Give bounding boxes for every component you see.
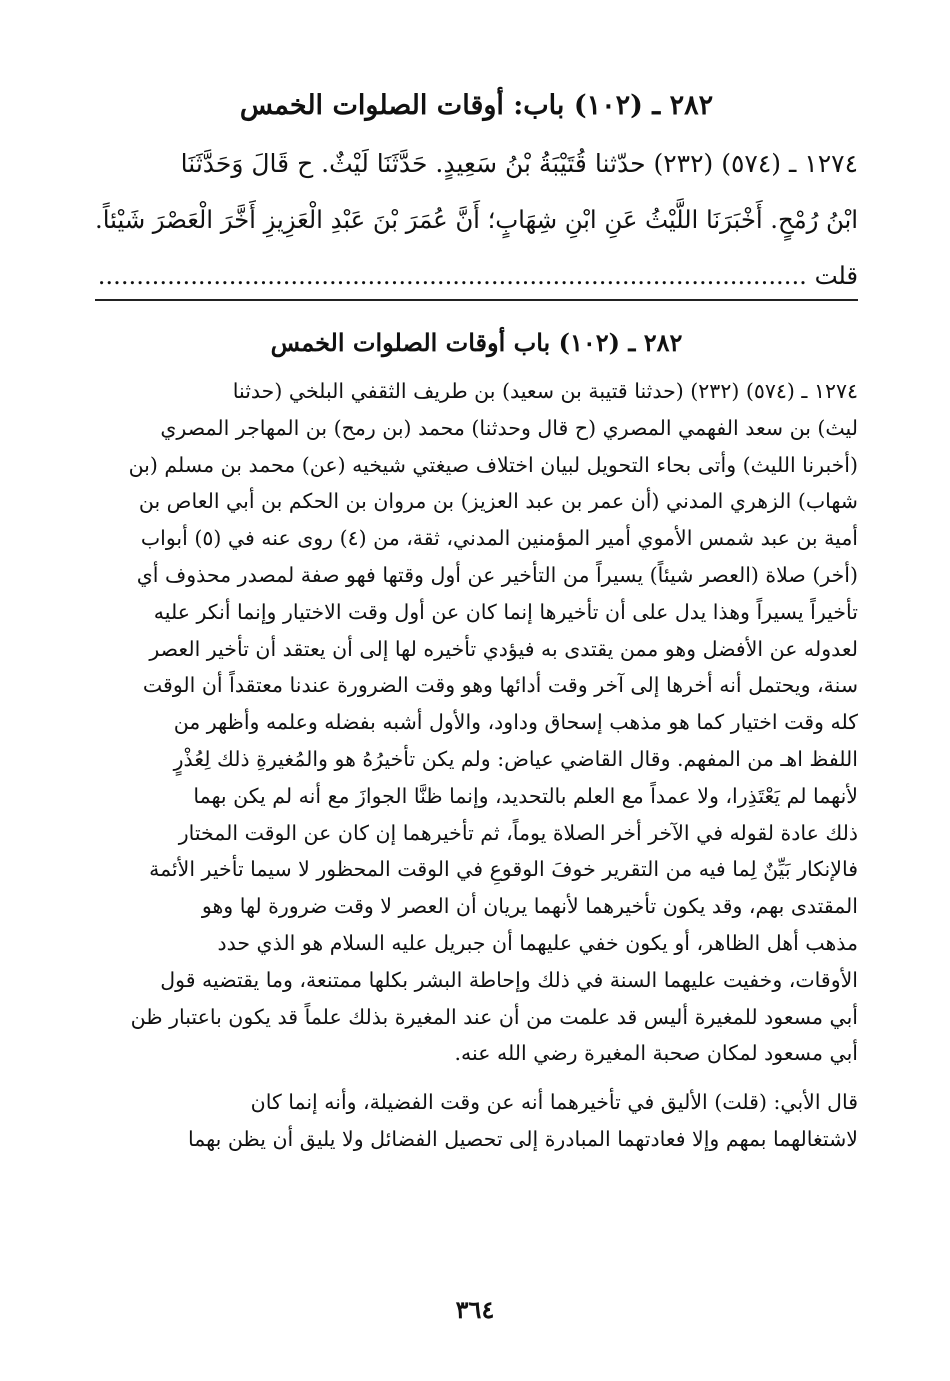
commentary-line: شهاب) الزهري المدني (أن عمر بن عبد العزيز) بن مروان بن الحكم بن أبي العاص بن xyxy=(138,489,858,514)
commentary-line: فالإنكار بَيِّنٌ لِما فيه من التقرير خوفَ الوقوعِ في الوقت المحظور لا سيما تأخير الأئمة xyxy=(149,857,858,882)
commentary-line: الأوقات، وخفيت عليهما السنة في ذلك وإحاطة البشر بكلها ممتنعة، وما يقتضيه قول xyxy=(160,967,858,992)
commentary-line: ١٢٧٤ ـ (٥٧٤) (٢٣٢) (حدثنا قتيبة بن سعيد) بن طريف الثقفي البلخي (حدثنا xyxy=(232,379,858,403)
commentary-heading: ٢٨٢ ـ (١٠٢) باب أوقات الصلوات الخمس xyxy=(270,328,683,357)
commentary-line: أبي مسعود لمكان صحبة المغيرة رضي الله عنه. xyxy=(454,1041,858,1066)
commentary-line: المقتدى بهم، وقد يكون تأخيرهما لأنهما يريان أن العصر لا وقت ضرورة لها وهو xyxy=(201,894,858,919)
hadith-line: قلت ............................................................................................ xyxy=(97,261,858,290)
separator-rule xyxy=(95,299,858,301)
commentary-line: لأنهما لم يَعْتَذِرا، ولا عمداً مع العلم بالتحديد، وإنما ظنَّا الجوازَ مع أنه لم يكن بهما xyxy=(193,783,858,808)
final-paragraph-line: قال الأبي: (قلت) الأليق في تأخيرهما أنه عن وقت الفضيلة، وأنه إنما كان xyxy=(250,1090,858,1115)
hadith-line: ابْنُ رُمْحٍ. أَخْبَرَنَا اللَّيْثُ عَنِ ابْنِ شِهَابٍ؛ أَنَّ عُمَرَ بْنَ عَبْدِ الْعَزِيزِ أَخَّرَ الْعَصْرَ شَيْئاً. xyxy=(95,205,858,234)
page-number: ٣٦٤ xyxy=(455,1295,495,1324)
commentary-line: أمية بن عبد شمس الأموي أمير المؤمنين المدني، ثقة، من (٤) روى عنه في (٥) أبواب xyxy=(140,526,858,551)
commentary-line: (أخبرنا الليث) وأتى بحاء التحويل لبيان اختلاف صيغتي شيخيه (عن) محمد بن مسلم (بن xyxy=(128,452,858,477)
commentary-line: أبي مسعود للمغيرة أليس قد علمت من أن عند المغيرة بذلك علماً قد يكون باعتبار ظن xyxy=(130,1004,858,1029)
commentary-line: اللفظ اهـ من المفهم. وقال القاضي عياض: ولم يكن تأخيرُهُ هو والمُغيرةِ ذلك لِعُذْرٍ xyxy=(173,746,858,771)
hadith-line: ١٢٧٤ ـ (٥٧٤) (٢٣٢) حدّثنا قُتَيْبَةُ بْنُ سَعِيدٍ. حَدَّثَنَا لَيْثٌ. ح قَالَ وَحَدَّثَنَا xyxy=(180,149,858,178)
hadith-text xyxy=(95,136,858,304)
commentary-line: سنة، ويحتمل أنه أخرها إلى آخر وقت أدائها وهو وقت الضرورة عندنا معتقداً أن الوقت xyxy=(142,673,858,698)
commentary-line: كله وقت اختيار كما هو مذهب إسحاق وداود، والأول أشبه بفضله وعلمه وأظهر من xyxy=(173,710,858,735)
final-paragraph-line: لاشتغالهما بمهم وإلا فعادتهما المبادرة إلى تحصيل الفضائل ولا يليق أن يظن بهما xyxy=(188,1126,858,1151)
commentary-line: (أخر) صلاة (العصر شيئاً) يسيراً من التأخير عن أول وقتها فهو صفة لمصدر محذوف أي xyxy=(136,562,858,587)
commentary-body xyxy=(95,373,858,1158)
commentary-line: مذهب أهل الظاهر، أو يكون خفي عليهما أن جبريل عليه السلام هو الذي حدد xyxy=(217,930,858,955)
paragraph-gap xyxy=(95,1072,858,1084)
commentary-line: لعدوله عن الأفضل وهو ممن يقتدى به فيؤدي تأخيره لها إلى أن يعتقد أن تأخير العصر xyxy=(149,636,858,661)
commentary-line: ذلك عادة لقوله في الآخر أخر الصلاة يوماً، ثم تأخيرهما إن كان عن الوقت المختار xyxy=(178,820,858,845)
commentary-line: ليث) بن سعد الفهمي المصري (ح قال وحدثنا) محمد (بن رمح) بن المهاجر المصري xyxy=(160,415,858,440)
chapter-heading: ٢٨٢ ـ (١٠٢) باب: أوقات الصلوات الخمس xyxy=(239,90,714,121)
commentary-line: تأخيراً يسيراً وهذا يدل على أن تأخيرها إنما كان عن أول وقت الاختيار وإنما أنكر عليه xyxy=(153,599,858,624)
